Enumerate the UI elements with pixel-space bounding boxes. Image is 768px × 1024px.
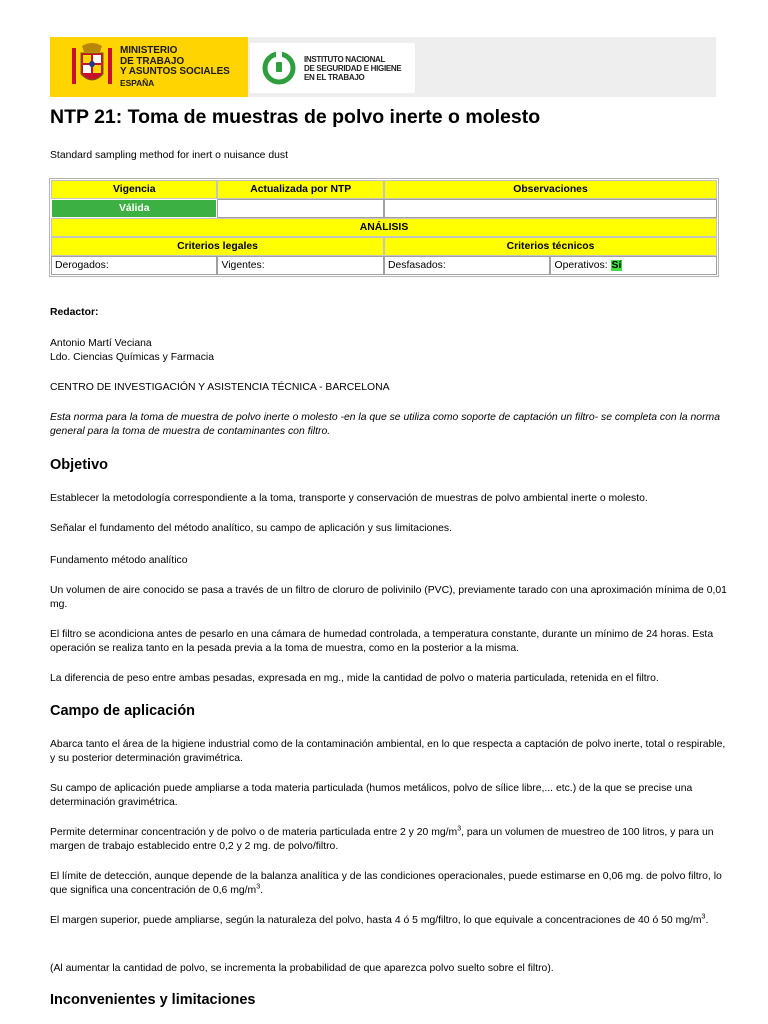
observaciones-value <box>385 200 716 217</box>
coat-of-arms-icon <box>70 42 114 92</box>
objetivo-p1: Establecer la metodología correspondiente a la toma, transporte y conservación de muestras de polvo ambiental inerte o molesto. <box>50 493 648 504</box>
vigentes-cell: Vigentes: <box>218 257 383 274</box>
campo-p4-b: . <box>260 884 264 896</box>
insht-emblem-icon <box>262 51 296 85</box>
author-degree: Ldo. Ciencias Químicas y Farmacia <box>50 352 214 363</box>
campo-p3-b: , para un volumen de muestreo de 100 litros, y para un margen de trabajo establecido entre 0,2 y 2 mg. de polvo/filtro. <box>50 827 714 852</box>
header-actualizada: Actualizada por NTP <box>218 181 383 198</box>
ministry-logo[interactable] <box>50 37 248 97</box>
operativos-cell <box>551 257 716 274</box>
desfasados-cell: Desfasados: <box>385 257 550 274</box>
institute-name <box>304 55 401 82</box>
objetivo-p6: La diferencia de peso entre ambas pesadas, expresada en mg., mide la cantidad de polvo o materia particulada, retenida en el filtro. <box>50 673 659 684</box>
author-name: Antonio Martí Veciana <box>50 338 152 349</box>
actualizada-value <box>218 200 383 217</box>
header-observaciones: Observaciones <box>385 181 716 198</box>
ministry-line-3: Y ASUNTOS SOCIALES <box>120 66 230 77</box>
analisis-header: ANÁLISIS <box>52 219 716 236</box>
campo-p3-a: Permite determinar concentración y de polvo o de materia particulada entre 2 y 20 mg/m <box>50 827 458 838</box>
campo-p4-a: El límite de detección, aunque depende de la balanza analítica y de las condiciones operacionales, puede estimarse en 0,06 mg. de polvo filtro, lo que significa una concentración de 0,6 mg/m <box>50 871 722 896</box>
campo-p4 <box>50 870 730 897</box>
campo-p5-b: . <box>705 915 709 926</box>
author-center: CENTRO DE INVESTIGACIÓN Y ASISTENCIA TÉCNICA - BARCELONA <box>50 382 390 393</box>
institute-line-1: INSTITUTO NACIONAL <box>304 54 386 64</box>
institute-line-3: EN EL TRABAJO <box>304 72 365 82</box>
ministry-name <box>120 46 230 88</box>
heading-inconvenientes: Inconvenientes y limitaciones <box>50 992 256 1008</box>
operativos-value: Sí <box>611 260 622 271</box>
superscript: 3 <box>256 883 261 891</box>
ministry-line-1: MINISTERIO <box>120 45 178 56</box>
operativos-label: Operativos: <box>554 260 608 271</box>
intro-paragraph: Esta norma para la toma de muestra de polvo inerte o molesto -en la que se utiliza como soporte de captación un filtro- se completa con la norma general para la toma de muestra de contaminantes con filtro. <box>50 412 720 437</box>
redactor-label: Redactor: <box>50 307 99 318</box>
criterios-tecnicos-header: Criterios técnicos <box>385 238 716 255</box>
campo-p5-a: El margen superior, puede ampliarse, según la naturaleza del polvo, hasta 4 ó 5 mg/filtro, lo que equivale a concentraciones de 40 ó 50 mg/m <box>50 915 702 926</box>
subtitle: Standard sampling method for inert o nuisance dust <box>50 150 288 161</box>
campo-p3 <box>50 826 730 853</box>
institute-line-2: DE SEGURIDAD E HIGIENE <box>304 63 402 73</box>
derogados-cell: Derogados: <box>52 257 216 274</box>
superscript: 3 <box>457 825 462 833</box>
vigencia-value: Válida <box>52 200 216 217</box>
criterios-legales-header: Criterios legales <box>52 238 383 255</box>
objetivo-p5: El filtro se acondiciona antes de pesarlo en una cámara de humedad controlada, a temperatura constante, durante un mínimo de 24 horas. Esta operación se realiza tanto en la pesada previa a la toma de muestra, como en la posterior a la misma. <box>50 629 714 654</box>
status-table <box>50 179 718 276</box>
campo-p5 <box>50 914 730 928</box>
objetivo-p2: Señalar el fundamento del método analítico, su campo de aplicación y sus limitaciones. <box>50 523 452 534</box>
campo-p2: Su campo de aplicación puede ampliarse a toda materia particulada (humos metálicos, polvo de sílice libre,... etc.) de la que se precise una determinación gravimétrica. <box>50 783 693 808</box>
objetivo-p3: Fundamento método analítico <box>50 555 188 566</box>
header-banner <box>50 37 716 97</box>
superscript: 3 <box>701 913 706 921</box>
header-vigencia: Vigencia <box>52 181 216 198</box>
insht-logo[interactable] <box>250 43 415 93</box>
campo-p1: Abarca tanto el área de la higiene industrial como de la contaminación ambiental, en lo que respecta a captación de polvo inerte, total o respirable, y su posterior determinación gravimétrica. <box>50 739 726 764</box>
ministry-line-4: ESPAÑA <box>120 77 155 88</box>
page-title: NTP 21: Toma de muestras de polvo inerte o molesto <box>50 106 541 128</box>
heading-campo: Campo de aplicación <box>50 703 196 719</box>
heading-objetivo: Objetivo <box>50 457 109 473</box>
ministry-line-2: DE TRABAJO <box>120 55 185 67</box>
objetivo-p4: Un volumen de aire conocido se pasa a través de un filtro de cloruro de polivinilo (PVC), previamente tarado con una aproximación mínima de 0,01 mg. <box>50 585 727 610</box>
campo-p6: (Al aumentar la cantidad de polvo, se incrementa la probabilidad de que aparezca polvo suelto sobre el filtro). <box>50 963 554 974</box>
